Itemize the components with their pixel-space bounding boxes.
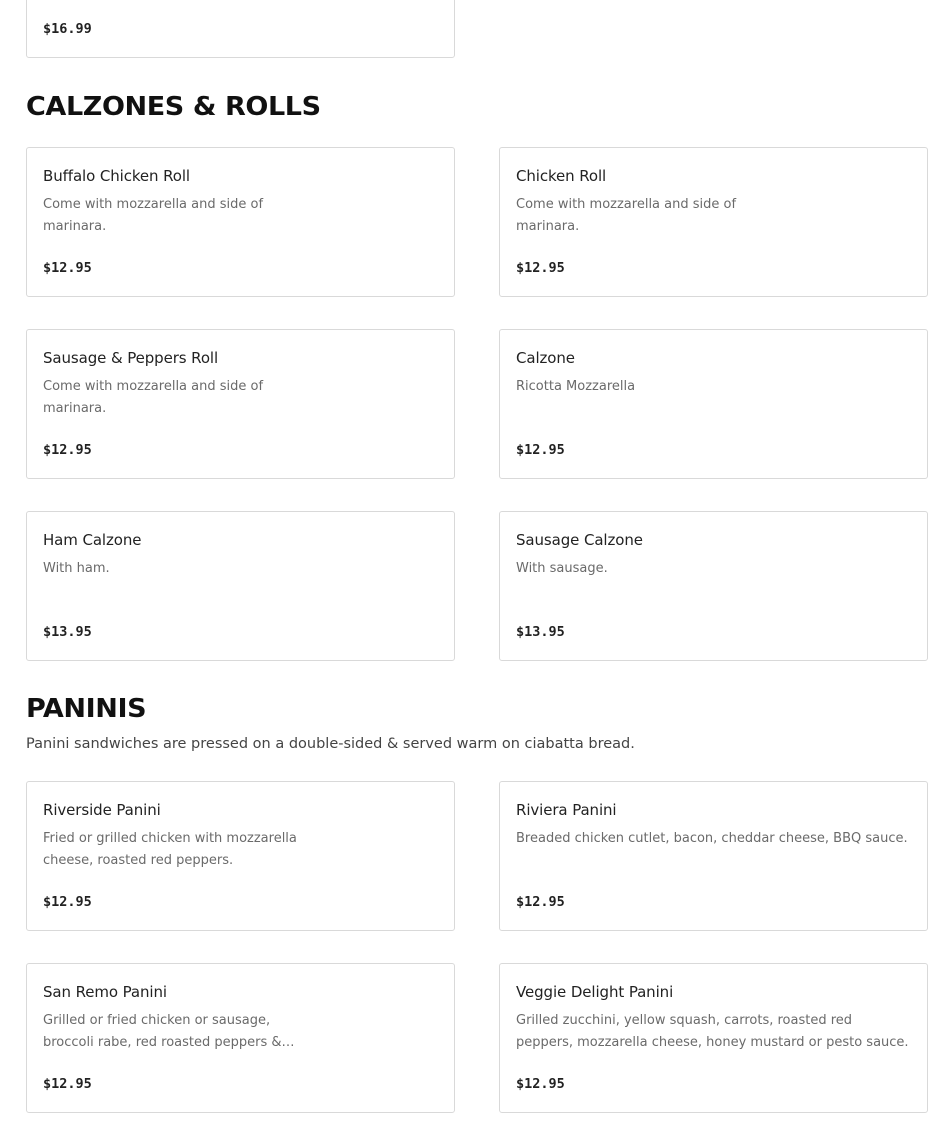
item-price: $12.95 xyxy=(43,894,92,910)
menu-item-chicken-roll[interactable] xyxy=(499,147,928,297)
item-price: $13.95 xyxy=(43,624,92,640)
section-title-calzones-rolls: CALZONES & ROLLS xyxy=(26,92,321,122)
item-description: Grilled zucchini, yellow squash, carrots, roasted red peppers, mozzarella cheese, honey mustard or pesto sauce. xyxy=(516,1013,909,1050)
item-name: Chicken Roll xyxy=(516,167,607,185)
item-price: $12.95 xyxy=(43,442,92,458)
item-name: Calzone xyxy=(516,349,575,367)
item-name: Riviera Panini xyxy=(516,801,617,819)
menu-item-riviera-panini[interactable] xyxy=(499,781,928,931)
item-description: Ricotta Mozzarella xyxy=(516,379,636,394)
item-name: Sausage Calzone xyxy=(516,531,643,549)
item-description: Come with mozzarella and side of marinara. xyxy=(516,197,737,234)
item-name: San Remo Panini xyxy=(43,983,167,1001)
menu-item-calzone[interactable] xyxy=(499,329,928,479)
item-price: $12.95 xyxy=(516,894,565,910)
item-price: $12.95 xyxy=(43,1076,92,1092)
menu-item-card[interactable] xyxy=(26,0,455,58)
menu-item-buffalo-chicken-roll[interactable] xyxy=(26,147,455,297)
menu-item-riverside-panini[interactable] xyxy=(26,781,455,931)
menu-item-sausage-calzone[interactable] xyxy=(499,511,928,661)
item-description: Grilled or fried chicken or sausage, broccoli rabe, red roasted peppers &… xyxy=(43,1013,295,1050)
item-name: Ham Calzone xyxy=(43,531,142,549)
menu-item-ham-calzone[interactable] xyxy=(26,511,455,661)
item-price: $12.95 xyxy=(43,260,92,276)
section-subtitle-paninis: Panini sandwiches are pressed on a double-sided & served warm on ciabatta bread. xyxy=(26,736,635,752)
item-price: $12.95 xyxy=(516,1076,565,1092)
item-description: With sausage. xyxy=(516,561,608,576)
item-price: $12.95 xyxy=(516,442,565,458)
menu-item-san-remo-panini[interactable] xyxy=(26,963,455,1113)
item-price: $13.95 xyxy=(516,624,565,640)
item-name: Sausage & Peppers Roll xyxy=(43,349,219,367)
item-name: Buffalo Chicken Roll xyxy=(43,167,190,185)
item-description: Come with mozzarella and side of marinara. xyxy=(43,197,264,234)
item-price: $12.95 xyxy=(516,260,565,276)
item-name: Riverside Panini xyxy=(43,801,161,819)
item-description: Fried or grilled chicken with mozzarella cheese, roasted red peppers. xyxy=(43,831,297,868)
item-description: Breaded chicken cutlet, bacon, cheddar cheese, BBQ sauce. xyxy=(516,831,908,846)
item-description: With ham. xyxy=(43,561,110,576)
section-title-paninis: PANINIS xyxy=(26,694,147,724)
menu-item-veggie-delight-panini[interactable] xyxy=(499,963,928,1113)
menu-item-sausage-peppers-roll[interactable] xyxy=(26,329,455,479)
item-description: Come with mozzarella and side of marinara. xyxy=(43,379,264,416)
item-price: $16.99 xyxy=(43,21,92,37)
item-name: Veggie Delight Panini xyxy=(516,983,674,1001)
